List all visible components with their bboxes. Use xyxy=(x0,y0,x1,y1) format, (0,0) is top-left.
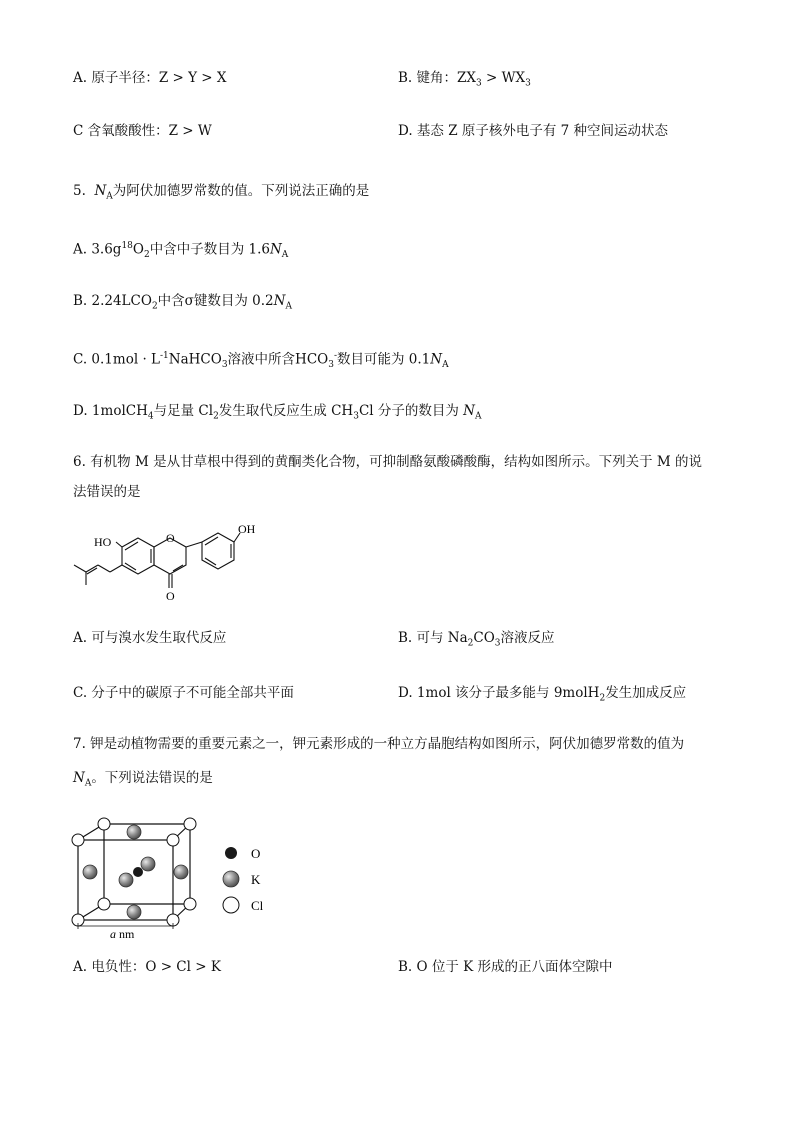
cl-atom xyxy=(167,834,179,846)
q4-option-c: C 含氧酸酸性：Z > W xyxy=(73,123,212,139)
q7-option-b: B. O 位于 K 形成的正八面体空隙中 xyxy=(398,959,613,975)
q5-option-b: B. $2.24LCO_2$中含σ键数目为 $0.2N_A$ xyxy=(73,293,292,312)
k-atom xyxy=(119,873,133,887)
cl-atom xyxy=(98,818,110,830)
q6-option-d: D. 1mol 该分子最多能与 9molH$_2$发生加成反应 xyxy=(398,685,687,704)
legend-o-label: O xyxy=(251,846,261,861)
q4-option-b: B. 键角：$ZX_3 > WX_3$ xyxy=(398,70,531,89)
q4-option-a: A. 原子半径：Z > Y > X xyxy=(73,70,227,86)
q6-option-c: C. 分子中的碳原子不可能全部共平面 xyxy=(73,685,294,701)
k-atom xyxy=(174,865,188,879)
q6-ring-o-label: O xyxy=(166,531,175,545)
legend-o-swatch xyxy=(225,847,237,859)
cl-atom xyxy=(98,898,110,910)
lattice-dimension-label: a nm xyxy=(110,927,135,941)
legend-k-label: K xyxy=(251,872,261,887)
k-atom xyxy=(83,865,97,879)
q6-stem-line1: 6. 有机物 M 是从甘草根中得到的黄酮类化合物，可抑制酪氨酸磷酸酶，结构如图所示。下列关于 M 的说 xyxy=(73,454,702,470)
k-atom xyxy=(127,825,141,839)
cl-atom xyxy=(184,898,196,910)
o-atom xyxy=(133,867,143,877)
legend-cl-swatch xyxy=(223,897,239,913)
q6-oh-label: OH xyxy=(238,522,256,536)
k-atom xyxy=(141,857,155,871)
legend-cl-label: Cl xyxy=(251,898,264,913)
q5-option-a: A. $3.6g^{18}O_2$中含中子数目为 $1.6N_A$ xyxy=(73,241,289,261)
q6-ho-label: HO xyxy=(94,535,112,549)
q6-stem-line2: 法错误的是 xyxy=(73,484,141,500)
q5-option-c: C. $0.1mol \cdot L^{-1}NaHCO_3$溶液中所含$HCO_3^-$数目可能为 $0.1N_A$ xyxy=(73,351,449,371)
q6-structure-diagram xyxy=(70,520,260,610)
legend-k-swatch xyxy=(223,871,239,887)
cl-atom xyxy=(72,834,84,846)
q7-option-a: A. 电负性：O > Cl > K xyxy=(73,959,221,975)
k-atom xyxy=(127,905,141,919)
cl-atom xyxy=(184,818,196,830)
q5-option-d: D. 1molCH$_4$与足量 $Cl_2$发生取代反应生成 $CH_3Cl$ 分子的数目为 $N_A$ xyxy=(73,403,482,422)
q4-option-d: D. 基态 Z 原子核外电子有 7 种空间运动状态 xyxy=(398,123,669,139)
q6-option-b: B. 可与 $Na_2CO_3$溶液反应 xyxy=(398,630,555,649)
q6-carbonyl-o-label: O xyxy=(166,589,175,603)
q7-crystal-diagram xyxy=(68,812,288,942)
q5-stem: 5. $N_A$为阿伏加德罗常数的值。下列说法正确的是 xyxy=(73,183,370,202)
q7-stem-line2: $N_A$。下列说法错误的是 xyxy=(73,770,213,789)
q6-option-a: A. 可与溴水发生取代反应 xyxy=(73,630,227,646)
q7-stem-line1: 7. 钾是动植物需要的重要元素之一，钾元素形成的一种立方晶胞结构如图所示，阿伏加德罗常数的值为 xyxy=(73,736,685,752)
